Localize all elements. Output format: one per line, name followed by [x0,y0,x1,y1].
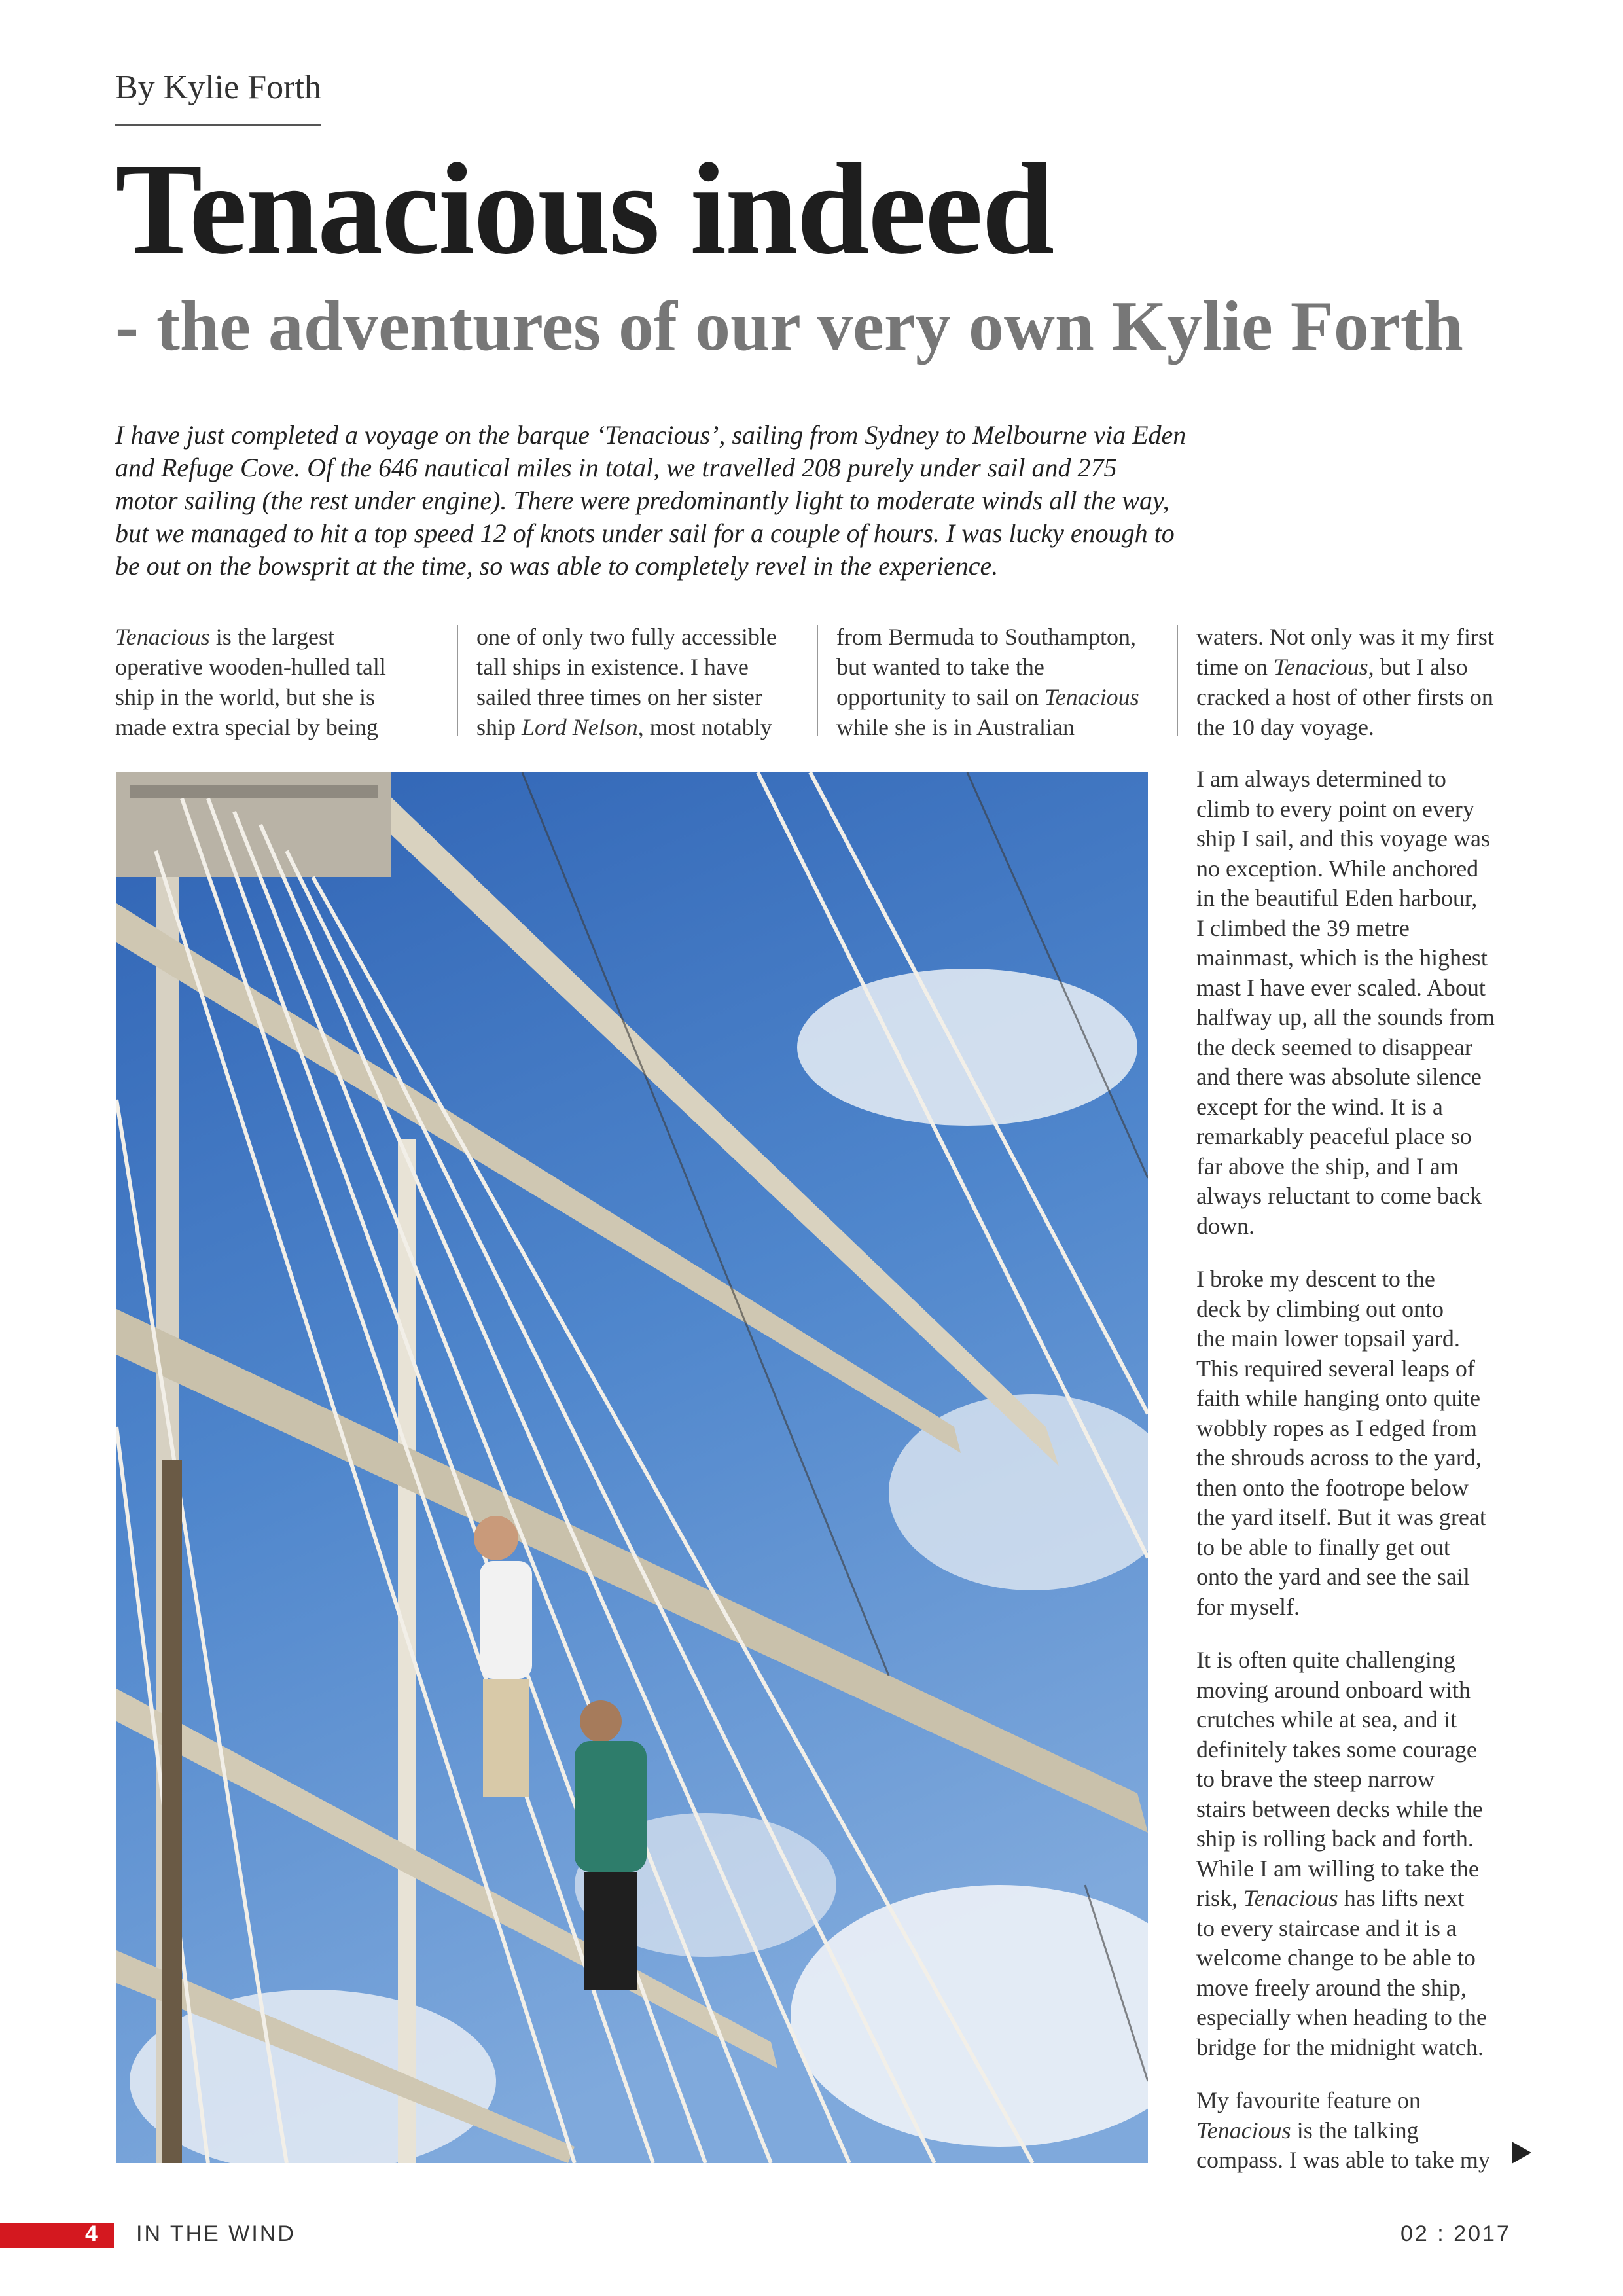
article-title: Tenacious indeed [115,137,1054,281]
intro-line: be out on the bowsprit at the time, so was able to completely revel in the experience. [115,551,999,581]
column-divider [817,625,818,736]
byline-rule [115,124,321,126]
ship-name: Tenacious [1044,684,1139,710]
body-column-4: waters. Not only was it my first time on Tenacious, but I also cracked a host of other firsts on the 10 day voyage. [1196,624,1494,740]
column-divider [1177,625,1178,736]
ship-name: Tenacious [115,624,210,650]
byline: By Kylie Forth [115,69,321,106]
body-column-3: from Bermuda to Southampton, but wanted to take the opportunity to sail on Tenacious while she is in Australian [836,624,1139,740]
paragraph-descent: I broke my descent to the deck by climbing out onto the main lower topsail yard. This required several leaps of faith while hanging onto quite wobbly ropes as I edged from the shrouds across to the yard, then onto the footrope below the yard itself. But it was great to be able to finally get out onto the yard and see the sail for myself. [1196,1266,1486,1620]
article-subtitle: - the adventures of our very own Kylie Forth [115,287,1463,365]
paragraph-accessibility: It is often quite challenging moving around onboard with crutches while at sea, and it definitely takes some courage to brave the steep narrow stairs between decks while the ship is rolling back and forth. While I am willing to take the risk, Tenacious has lifts next to every staircase and it is a welcome change to be able to move freely around the ship, especially when heading to the bridge for the midnight watch. [1196,1647,1487,2060]
page-number: 4 [85,2221,98,2246]
rigging-photo-illustration [116,772,1148,2163]
intro-line: I have just completed a voyage on the barque ‘Tenacious’, sailing from Sydney to Melbourne via Eden [115,420,1186,450]
continue-arrow-icon [1512,2142,1531,2164]
right-column [1196,764,1537,2199]
body-column-1: Tenacious is the largest operative wooden-hulled tall ship in the world, but she is made extra special by being [115,624,386,740]
ship-name: Lord Nelson [522,714,638,740]
ship-name: Tenacious [1243,1885,1338,1911]
ship-name: Tenacious [1273,654,1368,680]
issue-date: 02 : 2017 [1400,2221,1511,2246]
paragraph-compass: My favourite feature on Tenacious is the talking compass. I was able to take my [1196,2087,1490,2173]
body-column-2: one of only two fully accessible tall ships in existence. I have sailed three times on her sister ship Lord Nelson, most notably [476,624,777,740]
intro-line: but we managed to hit a top speed 12 of knots under sail for a couple of hours. I was lucky enough to [115,518,1175,548]
intro-line: and Refuge Cove. Of the 646 nautical miles in total, we travelled 208 purely under sail and 275 [115,453,1117,482]
rigging-photo [116,772,1148,2163]
intro-paragraph [115,419,1186,583]
paragraph-climb: I am always determined to climb to every point on every ship I sail, and this voyage was no exception. While anchored in the beautiful Eden harbour, I climbed the 39 metre mainmast, which is the highest mast I have ever scaled. About halfway up, all the sounds from the deck seemed to disappear and there was absolute silence except for the wind. It is a remarkably peaceful place so far above the ship, and I am always reluctant to come back down. [1196,766,1495,1239]
intro-line: motor sailing (the rest under engine). There were predominantly light to moderate winds all the way, [115,486,1169,515]
ship-name: Tenacious [1196,2117,1291,2144]
column-divider [457,625,458,736]
magazine-name: IN THE WIND [136,2221,296,2246]
